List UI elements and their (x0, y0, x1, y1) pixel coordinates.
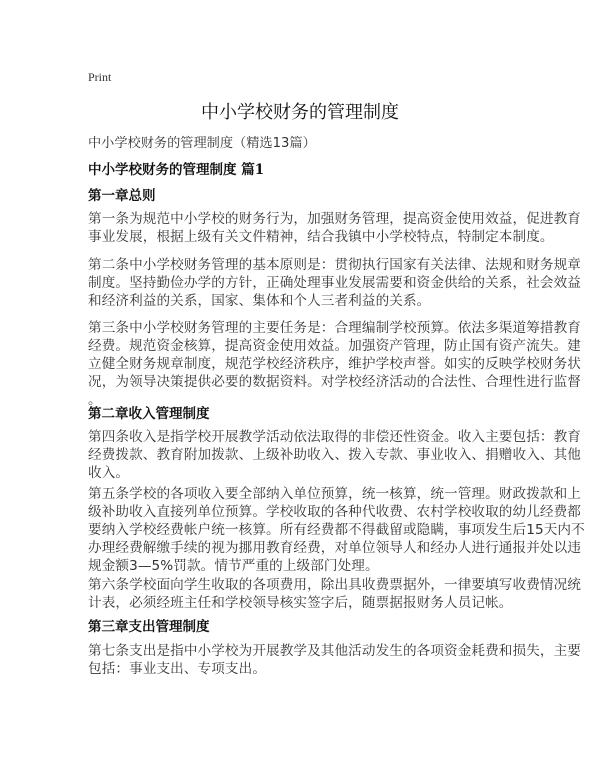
paragraph-line: 要纳入学校经费帐户统一核算。所有经费都不得截留或隐瞒，事项发生后15天内不 (88, 522, 585, 538)
paragraph-line: 第六条学校面向学生收取的各项费用，除出具收费票据外，一律要填写收费情况统 (88, 577, 581, 593)
paragraph-line: 办理经费解缴手续的视为挪用教育经费，对单位领导人和经办人进行通报并处以违 (88, 540, 581, 556)
paragraph-line: 况，为领导决策提供必要的数据资料。对学校经济活动的合法性、合理性进行监督 (88, 374, 581, 390)
chapter-heading-2: 第二章收入管理制度 (88, 406, 210, 422)
paragraph-line: 。 (88, 392, 102, 408)
paragraph-line: 事业发展，根据上级有关文件精神，结合我镇中小学校特点，特制定本制度。 (88, 229, 554, 245)
paragraph (88, 576, 581, 612)
paragraph-line: 第一条为规范中小学校的财务行为，加强财务管理，提高资金使用效益，促进教育 (88, 211, 581, 227)
paragraph-line: 第二条中小学校财务管理的基本原则是：贯彻执行国家有关法律、法规和财务规章 (88, 257, 581, 273)
chapter-heading-1: 第一章总则 (88, 188, 156, 204)
document-subtitle: 中小学校财务的管理制度（精选13篇） (88, 136, 316, 151)
paragraph-line: 和经济利益的关系，国家、集体和个人三者利益的关系。 (88, 293, 431, 309)
paragraph (88, 319, 581, 409)
paragraph (88, 256, 581, 310)
paragraph-line: 收入。 (88, 465, 130, 481)
paragraph (88, 428, 581, 482)
paragraph-line: 第五条学校的各项收入要全部纳入单位预算，统一核算，统一管理。财政拨款和上 (88, 486, 581, 502)
paragraph (88, 210, 581, 246)
paragraph-line: 计表，必须经班主任和学校领导核实签字后，随票据报财务人员记帐。 (88, 595, 513, 611)
paragraph-line: 包括：事业支出、专项支出。 (88, 661, 267, 677)
paragraph-line: 级补助收入直接列单位预算。学校收取的各种代收费、农村学校收取的幼儿经费都 (88, 504, 581, 520)
page-title: 中小学校财务的管理制度 (201, 102, 399, 123)
paragraph (88, 642, 581, 678)
paragraph-line: 制度。坚持勤俭办学的方针，正确处理事业发展需要和资金供给的关系，社会效益 (88, 275, 581, 291)
paragraph (88, 485, 585, 575)
paragraph-line: 经费拨款、教育附加拨款、上级补助收入、拨入专款、事业收入、捐赠收入、其他 (88, 447, 581, 463)
paragraph-line: 规金额3—5%罚款。情节严重的上级部门处理。 (88, 558, 379, 574)
chapter-heading-3: 第三章支出管理制度 (88, 619, 210, 635)
section-heading: 中小学校财务的管理制度 篇1 (88, 162, 265, 178)
paragraph-line: 第四条收入是指学校开展教学活动依法取得的非偿还性资金。收入主要包括：教育 (88, 429, 581, 445)
paragraph-line: 经费。规范资金核算，提高资金使用效益。加强资产管理，防止国有资产流失。建 (88, 338, 581, 354)
paragraph-line: 第三条中小学校财务管理的主要任务是：合理编制学校预算。依法多渠道筹措教育 (88, 320, 581, 336)
paragraph-line: 立健全财务规章制度，规范学校经济秩序，维护学校声誉。如实的反映学校财务状 (88, 356, 581, 372)
print-label: Print (88, 70, 112, 84)
paragraph-line: 第七条支出是指中小学校为开展教学及其他活动发生的各项资金耗费和损失，主要 (88, 643, 581, 659)
